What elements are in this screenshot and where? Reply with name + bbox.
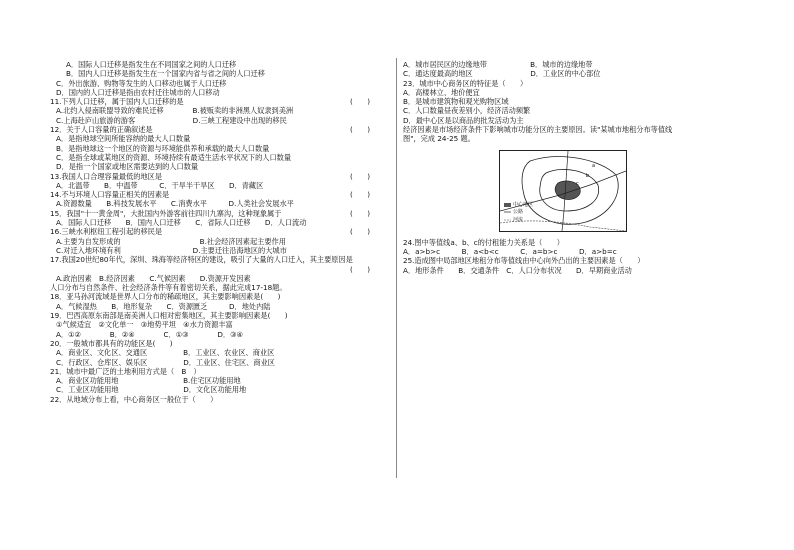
question-line	[50, 292, 390, 301]
line-text: B．国内人口迁移是指发生在一个国家内省与省之间的人口迁移	[66, 69, 265, 79]
question-line	[50, 255, 390, 264]
question-line	[403, 60, 743, 69]
question-line	[50, 106, 390, 115]
line-text: 15．我国"十一黄金周"，大批国内外游客前往四川九寨沟，这种现象属于	[50, 208, 282, 218]
line-text: 22．从地域分布上看，中心商务区一般位于（ ）	[50, 394, 218, 404]
question-line	[50, 209, 390, 218]
column-divider	[396, 58, 397, 478]
question-line	[403, 88, 743, 97]
line-text: A．是指地球空间所能容纳的最大人口数量	[56, 134, 191, 144]
line-text: 19．巴西高原东南部是南美洲人口相对密集地区，其主要影响因素是( )	[50, 311, 288, 321]
question-line	[50, 79, 390, 88]
question-line	[50, 246, 390, 255]
question-line	[50, 125, 390, 134]
answer-bracket: ( )	[350, 171, 370, 181]
line-text: 图"，完成 24-25 题。	[403, 134, 475, 144]
question-line	[403, 134, 743, 143]
left-column	[50, 60, 390, 404]
line-text: 12．关于人口容量的正确叙述是	[50, 125, 153, 135]
line-text: A．a>b>c B．a<b<c C．a=b>c D．a>b=c	[403, 246, 617, 256]
question-line	[50, 339, 390, 348]
question-line	[403, 238, 743, 247]
line-text: D．是指一个国家或地区需要达到的人口数量	[56, 162, 199, 172]
line-text: 人口分布与自然条件、社会经济条件等有着密切关系，据此完成17-18题。	[50, 283, 287, 293]
question-line	[50, 367, 390, 376]
question-line	[50, 199, 390, 208]
right-column	[403, 60, 743, 275]
question-line	[50, 134, 390, 143]
line-text: 16.三峡水利枢纽工程引起的移民是	[50, 227, 163, 237]
line-text: 20．一般城市都具有的功能区是( )	[50, 338, 173, 348]
question-line	[50, 330, 390, 339]
label-b: b	[586, 172, 590, 179]
question-line	[403, 125, 743, 134]
question-line	[403, 256, 743, 265]
right-bottom-questions	[403, 238, 743, 275]
line-text: A．北温带 B．中温带 C．干旱半干旱区 D．青藏区	[56, 180, 264, 190]
line-text: A.北约入侵南联盟导致的难民迁移 B.被贩卖的非洲黑人奴隶到美洲	[56, 106, 294, 116]
question-line	[50, 116, 390, 125]
line-text: 14.不与环境人口容量正相关的因素是	[50, 190, 170, 200]
question-line	[50, 162, 390, 171]
land-rent-map	[499, 150, 627, 232]
line-text: A．城市居民区的边缘地带 B．城市的边缘地带	[403, 60, 593, 69]
question-line	[50, 376, 390, 385]
question-line	[50, 348, 390, 357]
question-line	[50, 311, 390, 320]
label-c: c	[576, 180, 579, 187]
question-line	[50, 320, 390, 329]
line-text: A．①② B．②④ C．①③ D．③④	[56, 329, 243, 339]
question-line	[50, 395, 390, 404]
line-text: C.上海赴庐山旅游的游客 D.三峡工程建设中出现的移民	[56, 115, 287, 125]
question-line	[403, 97, 743, 106]
right-top-questions	[403, 60, 743, 144]
line-text: 23．城市中心商务区的特征是（ ）	[403, 78, 528, 88]
line-text: A.主要为自发形成的 B.社会经济因素起主要作用	[56, 236, 286, 246]
question-line	[403, 266, 743, 275]
line-text: A．气候湿热 B．地形复杂 C．资源匮乏 D．地处内陆	[56, 301, 271, 311]
line-text: A.资源数量 B.科技发展水平 C.消费水平 D.人类社会发展水平	[56, 199, 294, 209]
question-line	[50, 181, 390, 190]
question-line	[50, 60, 390, 69]
legend-road: 公路	[513, 208, 524, 215]
line-text: 24.图中等值线a、b、c的付租能力关系是（ ）	[403, 237, 564, 247]
line-text: C．人口数量昼夜差别小，经济活动频繁	[403, 106, 531, 116]
line-text: C.对迁入地环境有利 D.主要迁往沿海地区的大城市	[56, 245, 287, 255]
line-text: C．工业区功能用地 D．文化区功能用地	[56, 385, 247, 395]
answer-bracket: ( )	[350, 125, 370, 135]
line-text: ①气候适宜 ②文化单一 ③地势平坦 ④水力资源丰富	[56, 320, 233, 330]
line-text: B．是指地球这一个地区的资源与环境能供养和承载的最大人口数量	[56, 143, 270, 153]
legend-center: 中心地区	[513, 201, 534, 208]
line-text: C．是指全球或某地区的资源、环境持续有最适生活水平状况下的人口数量	[56, 152, 292, 162]
line-text: B．是城市建筑物和观光购物区域	[403, 97, 509, 107]
answer-bracket: ( )	[350, 227, 370, 237]
question-line	[50, 283, 390, 292]
question-line	[50, 172, 390, 181]
question-line	[403, 69, 743, 78]
question-line	[403, 247, 743, 256]
line-text: D．国内的人口迁移是指由农村迁往城市的人口移动	[56, 87, 220, 97]
line-text: 25.造成图中局部地区地租分布等值线由中心向外凸出的主要因素是（ ）	[403, 256, 645, 266]
line-text: A．商业区功能用地 B.住宅区功能用地	[56, 376, 241, 386]
question-line	[50, 385, 390, 394]
line-text: D．最中心区是以商品的批发活动为主	[403, 115, 524, 125]
question-line	[50, 237, 390, 246]
question-line	[403, 79, 743, 88]
answer-bracket: ( )	[350, 208, 370, 218]
line-text: C．外出旅游、购物等发生的人口移动也属于人口迁移	[56, 78, 227, 88]
answer-bracket: ( )	[350, 264, 370, 274]
question-line	[50, 144, 390, 153]
line-text: 17.我国20世纪80年代，深圳、珠海等经济特区的建设，吸引了大量的人口迁入，其主要原因是	[50, 255, 353, 265]
line-text: 13.我国人口合理容量最低的地区是	[50, 171, 163, 181]
line-text: A．地形条件 B．交通条件 C．人口分布状况 D．早期商业活动	[403, 265, 632, 275]
question-line	[50, 69, 390, 78]
line-text: C．通达度最高的地区 D．工业区的中心部位	[403, 69, 601, 79]
question-line	[50, 190, 390, 199]
line-text: 21．城市中最广泛的土地利用方式是（ B ）	[50, 366, 201, 376]
line-text: A．商业区、文化区、交通区 B．工业区、农业区、商业区	[56, 348, 275, 358]
question-line	[50, 97, 390, 106]
question-line	[50, 153, 390, 162]
label-a: a	[592, 162, 596, 169]
question-line	[50, 358, 390, 367]
question-line	[403, 106, 743, 115]
answer-bracket: ( )	[350, 190, 370, 200]
question-line	[403, 116, 743, 125]
answer-bracket: ( )	[350, 97, 370, 107]
line-text: 18．亚马孙河流域是世界人口分布的稀疏地区，其主要影响因素是( )	[50, 292, 281, 302]
question-line	[50, 265, 390, 274]
question-line	[50, 227, 390, 236]
line-text: 11.下列人口迁移，属于国内人口迁移的是	[50, 97, 184, 107]
line-text: 经济因素是市场经济条件下影响城市功能分区的主要原因。读"某城市地租分布等值线	[403, 125, 673, 135]
legend-river: 河流	[513, 216, 524, 223]
question-line	[50, 88, 390, 97]
line-text: C．行政区、仓库区、娱乐区 D．工业区、住宅区、商业区	[56, 357, 275, 367]
line-text: A．国际人口迁移 B．国内人口迁移 C．省际人口迁移 D．人口流动	[56, 218, 307, 228]
line-text: A.政治因素 B.经济因素 C.气候因素 D.资源开发因素	[56, 273, 251, 283]
question-line	[50, 274, 390, 283]
question-line	[50, 302, 390, 311]
line-text: A．国际人口迁移是指发生在不同国家之间的人口迁移	[66, 60, 237, 69]
line-text: A．高楼林立、地价便宜	[403, 87, 480, 97]
question-line	[50, 218, 390, 227]
